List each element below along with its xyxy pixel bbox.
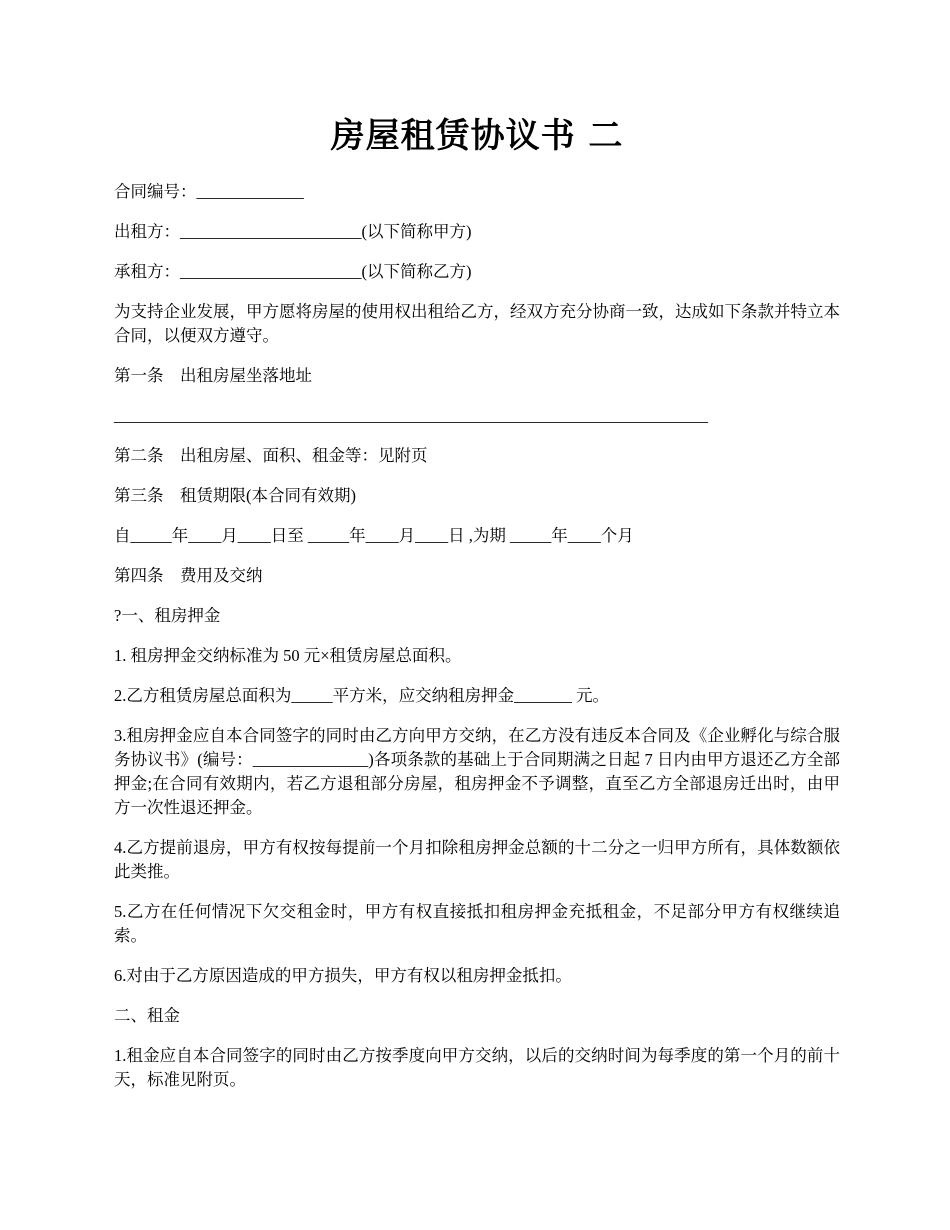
lessee-line: 承租方：______________________(以下简称乙方) (114, 262, 472, 281)
address-blank-line: ________________________________________________________________________ (114, 406, 708, 425)
article-3-heading: 第三条 租赁期限(本合同有效期) (114, 486, 356, 505)
deposit-clause-1: 1. 租房押金交纳标准为 50 元×租赁房屋总面积。 (114, 646, 462, 665)
lessor-line: 出租方：______________________(以下简称甲方) (114, 222, 472, 241)
lease-period-line: 自_____年____月____日至 _____年____月____日 ,为期 _____年____个月 (114, 526, 634, 545)
deposit-section-heading: ?一、租房押金 (114, 606, 221, 625)
deposit-clause-5: 5.乙方在任何情况下欠交租金时，甲方有权直接抵扣租房押金充抵租金，不足部分甲方有权继续追索。 (114, 902, 840, 945)
article-4-heading: 第四条 费用及交纳 (114, 566, 263, 585)
contract-number-line: 合同编号：_____________ (114, 182, 304, 201)
document-page (114, 112, 840, 1108)
deposit-clause-3: 3.租房押金应自本合同签字的同时由乙方向甲方交纳，在乙方没有违反本合同及《企业孵化与综合服务协议书》(编号：______________)各项条款的基础上于合同期满之日起 7 日内由甲方退还乙方全部押金;在合同有效期内，若乙方退租部分房屋，租房押金不予调整，直至乙方全部退房迁出时，由甲方一次性退还押金。 (114, 726, 840, 817)
rent-section-heading: 二、租金 (114, 1006, 180, 1025)
preamble-paragraph: 为支持企业发展，甲方愿将房屋的使用权出租给乙方，经双方充分协商一致，达成如下条款并特立本合同，以便双方遵守。 (114, 302, 840, 345)
deposit-clause-4: 4.乙方提前退房，甲方有权按每提前一个月扣除租房押金总额的十二分之一归甲方所有，具体数额依此类推。 (114, 838, 840, 881)
article-2-heading: 第二条 出租房屋、面积、租金等：见附页 (114, 446, 428, 465)
rent-clause-1: 1.租金应自本合同签字的同时由乙方按季度向甲方交纳，以后的交纳时间为每季度的第一个月的前十天，标准见附页。 (114, 1046, 840, 1089)
deposit-clause-6: 6.对由于乙方原因造成的甲方损失，甲方有权以租房押金抵扣。 (114, 966, 572, 985)
deposit-clause-2: 2.乙方租赁房屋总面积为_____平方米，应交纳租房押金_______ 元。 (114, 686, 609, 705)
article-1-heading: 第一条 出租房屋坐落地址 (114, 366, 312, 385)
document-title: 房屋租赁协议书 二 (330, 116, 624, 156)
